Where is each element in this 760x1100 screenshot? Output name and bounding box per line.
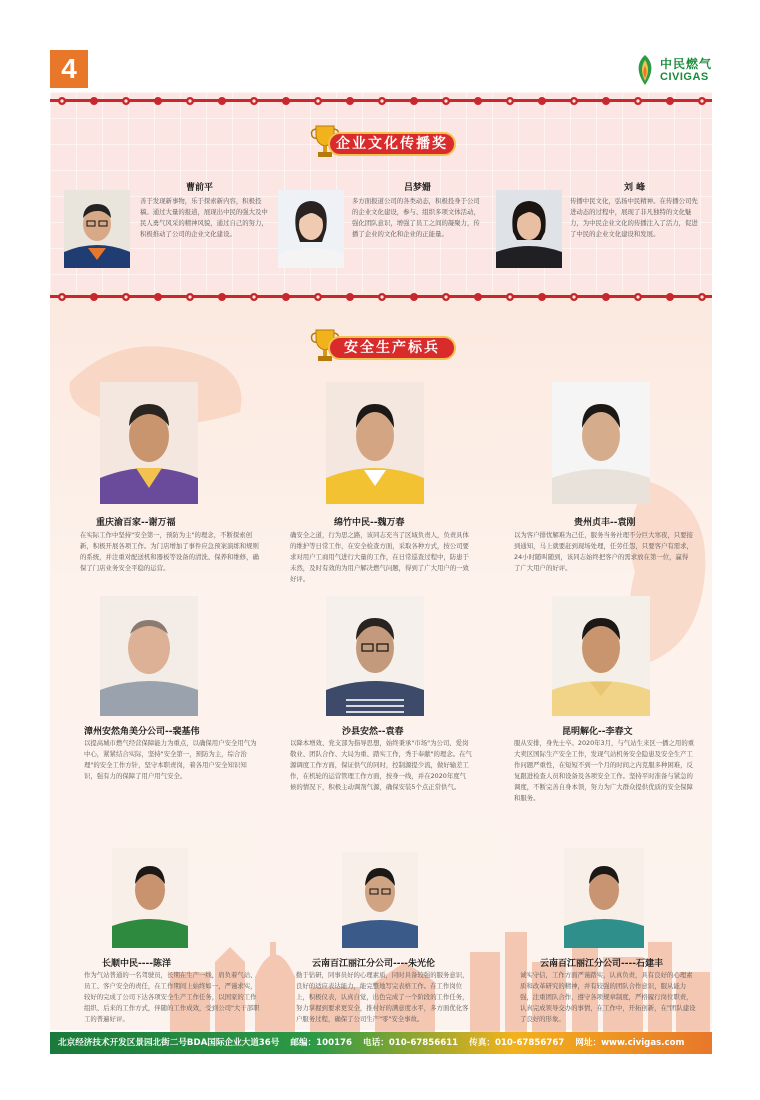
person-description: 传播中民文化，弘扬中民精神。在传播公司先进动态的过程中，展现了非凡独特的文化魅力，为中民企业文化的传播注入了活力，促进了中民的企业文化建设和发展。: [570, 197, 698, 238]
person-description: 服从安排，身先士卒。2020年3月，与气站生来区一播之用的重大卖区国际生产安全工作，发现气站机务安全隐患及安全生产工作问题严重性，在短短不到一个月的时间之内克服多种困难，反复跟进检查人员和设备及各项安全工作。坚持平时准备与紧急的调度，不断完善自身本领，努力为广大群众提供优质的安全保障和服务。: [514, 739, 695, 802]
person-name: 沙县安然--袁春: [342, 727, 404, 737]
person-description: 勤于钻研，同事员好的心理素质，同时具备较强的服务意识，良好的适应表达能力，能完整地写完表格工作。在工作岗位上，积极仪表，认真自觉，出色完成了一个阶段的工作任务，努力掌握到要求更安全，推村好的满意度水平，多方面优化客户服务过程，确保了公司生产"零"安全事故。: [296, 971, 469, 1023]
person-name: 重庆渝百家--谢万福: [96, 518, 176, 528]
person-name: 绵竹中民--魏万春: [334, 518, 405, 528]
person-description: 诚实守信，工作方面严谨踏实，认真负责，具有良好的心理素质和改革研究的精神，并有较强的团队合作意识，服从能力强，注重团队合作，遵守各项规章制度，严格履行岗位职责，认真完成领导交办的事情，在工作中，开拓创新，在"团队建设了良好的形象。: [520, 971, 696, 1023]
person-photo: [278, 190, 344, 268]
person-description: 在实际工作中坚持"安全第一，预防为主"的理念，不断探索创新，积极开展各项工作。为门店增加了事件应急预案演练和规则的系统，并注重对配送机和器板等设备的清洗、保养和维修，确保了门店业务安全平稳的运营。: [80, 531, 259, 572]
person-photo: [342, 852, 418, 948]
ornamental-border-middle: [50, 290, 712, 304]
person-description: 以降本增效、党支部为指导思想，始终秉承"市场"为公司、爱岗敬业、团队合作、大局为重、踏实工作，秀于奉献"的理念。在气源调度工作方面，保证供气的同时，控制源提少流，做好输差工作，在机轮的运营管理工作方面，按身一线，并在2020年度气候的情况下，积极主动调剂气源，确保安装5个点正常供气。: [290, 739, 472, 791]
footer-postcode: 邮编：100176: [290, 1038, 353, 1048]
civigas-logo: [632, 54, 714, 88]
ornamental-border-top: [50, 94, 712, 108]
person-description: 多方面报道公司的各类动态，积极投身于公司的企业文化建设，参与、组织多项文体活动，强化团队意识，增强了员工之间的凝聚力，传播了企业的文化和企业的正能量。: [352, 197, 480, 238]
page-number: 4: [50, 50, 88, 88]
safety-award-title: [310, 328, 460, 368]
culture-award-title-text: 企业文化传播奖: [328, 132, 456, 156]
person-name: 曹前平: [186, 183, 214, 193]
person-name: 云南百江丽江分公司----石建丰: [540, 959, 663, 969]
person-photo: [564, 848, 644, 948]
person-photo: [496, 190, 562, 268]
logo-chinese-text: 中民燃气: [660, 57, 713, 71]
civigas-logo-icon: [632, 54, 658, 86]
person-photo: [100, 596, 198, 716]
person-name: 刘 峰: [624, 183, 646, 193]
person-photo: [326, 382, 424, 504]
person-description: 善于发现新事物，乐于探索新内容，积极投稿。通过大量的报道，展现出中民的强大及中民人勇气风采的精神风貌，通过自己的努力，积极推动了公司的企业文化建设。: [140, 197, 268, 238]
footer-contact-bar: [50, 1032, 712, 1054]
person-photo: [64, 190, 130, 268]
person-photo: [326, 596, 424, 716]
person-name: 昆明解化--李春文: [562, 727, 633, 737]
person-name: 贵州贞丰--袁刚: [574, 518, 636, 528]
person-name: 长顺中民----陈洋: [102, 959, 171, 969]
footer-address: 北京经济技术开发区景园北街二号BDA国际企业大道36号: [58, 1038, 280, 1048]
person-description: 作为气站普通的一名驾驶员，长期在生产一线，肩负着气站、员工、客户安全的责任，在工作期间上始终如一，严谨求实，较好的完成了公司下达各项安全生产工作任务，以国家的工作组织、后来的工作方式，伴随的工作成效，受到公司"大干部职工的普遍好评。: [84, 971, 260, 1023]
safety-award-title-text: 安全生产标兵: [328, 336, 456, 360]
culture-award-title: [310, 124, 460, 164]
person-photo: [112, 848, 188, 948]
person-name: 云南百江丽江分公司----朱光伦: [312, 959, 435, 969]
person-name: 漳州安然角美分公司--裴基伟: [84, 727, 200, 737]
culture-section-background: [50, 92, 712, 292]
person-photo: [100, 382, 198, 504]
person-photo: [552, 382, 650, 504]
footer-phone: 电话：010-67856611: [363, 1038, 459, 1048]
logo-english-text: CIVIGAS: [660, 71, 709, 83]
footer-fax: 传真：010-67856767: [469, 1038, 565, 1048]
person-description: 以为客户排忧解难为己任，服务当务社理不分巨大寒夜，只要接到通知，马上就要赶到现场处理，任劳任怨，只要客户有需求，24小时随叫随到，该同志始终把客户的需求放在第一位，赢得了广大用户的好评。: [514, 531, 693, 572]
person-photo: [552, 596, 650, 716]
person-name: 吕梦姗: [404, 183, 432, 193]
footer-website[interactable]: 网址：www.civigas.com: [575, 1038, 685, 1048]
person-description: 确安全之道，行为思之路，该同志充当了区域负责人，负责具体的维护等日常工作，在安全检查方面，采取各种方式，按公司要求对用户工商用气进行大量的工作，在日常巡查过程中，防患于未然，及时有效的为用户解决燃气问题，得到了广大用户的一致好评。: [290, 531, 469, 583]
person-description: 以提高城市燃气经营保障能力为重点，以确保用户安全用气为中心，紧紧结合实际，坚持"安全第一，预防为主，综合治理"的安全工作方针，坚守本职责岗，着各用户安全知识知识，强有力的保障了用户用气安全。: [84, 739, 257, 780]
